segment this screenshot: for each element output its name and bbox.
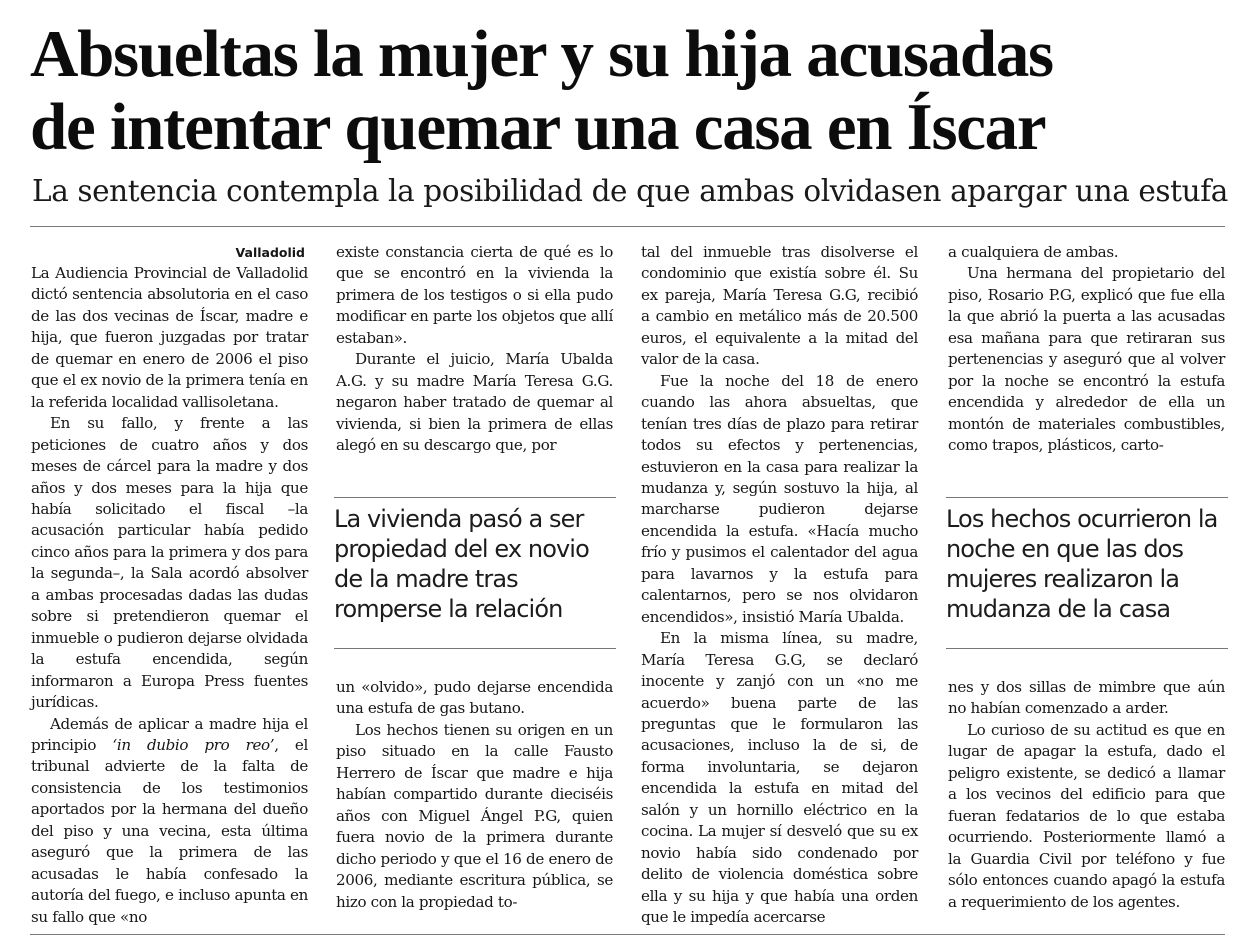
paragraph: La Audiencia Provincial de Valladolid dictó sentencia absolutoria en el caso de las dos vecinas de Íscar, madre e hija, que fueron juzgadas por tratar de quemar en enero de 2006 el piso que el ex novio de la primera tenía en la referida localidad vallisoletana. xyxy=(31,264,308,411)
paragraph: En su fallo, y frente a las peticiones de cuatro años y dos meses de cárcel para la madre y dos años y dos meses para la hija que había solicitado el fiscal –la acusación particular había pedido cinco años para la primera y dos para la segunda–, la Sala acordó absolver a ambas procesadas dadas las dudas sobre si pretendieron quemar el inmueble o pudieron dejarse olvidada la estufa encendida, según informaron a Europa Press fuentes jurídicas. xyxy=(31,414,308,712)
paragraph: Los hechos tienen su origen en un piso situado en la calle Fausto Herrero de Íscar que madre e hija habían compartido durante dieciséis años con Miguel Ángel P.G, quien fuera novio de la primera durante dicho periodo y que el 16 de enero de 2006, mediante escritura pública, se hizo con la propiedad to- xyxy=(336,720,613,911)
paragraph: Durante el juicio, María Ubalda A.G. y su madre María Teresa G.G. negaron haber tratado de quemar al vivienda, si bien la primera de ellas alegó en su descargo que, por xyxy=(336,350,613,455)
article-column-1 xyxy=(31,242,308,928)
paragraph: Lo curioso de su actitud es que en lugar de apagar la estufa, dado el peligro existente, se dedicó a llamar a los vecinos del edificio para que fueran fedatarios de lo que estaba ocurriendo. Posteriormente llamó a la Guardia Civil por teléfono y fue sólo entonces cuando apagó la estufa a requerimiento de los agentes. xyxy=(948,720,1225,911)
paragraph: En la misma línea, su madre, María Teresa G.G, se declaró inocente y zanjó con un «no me acuerdo» buena parte de las preguntas que le formularon las acusaciones, incluso la de si, de forma involuntaria, se dejaron encendida la estufa en mitad del salón y un hornillo eléctrico en la cocina. La mujer sí desveló que su ex novio había sido condenado por delito de violencia doméstica sobre ella y su hija y que había una orden que le impedía acercarse xyxy=(641,629,918,927)
latin-phrase: ‘in dubio pro reo’ xyxy=(112,735,275,754)
article-column-4-top xyxy=(948,242,1225,457)
text-run: Además de aplicar a madre hija el principio xyxy=(31,714,308,754)
headline-line-1: Absueltas la mujer y su hija acusadas xyxy=(30,17,1053,91)
paragraph: un «olvido», pudo dejarse encendida una estufa de gas butano. xyxy=(336,678,613,718)
top-divider xyxy=(30,226,1225,227)
paragraph: a cualquiera de ambas. xyxy=(948,243,1119,261)
paragraph xyxy=(31,714,308,929)
paragraph: Una hermana del propietario del piso, Rosario P.G, explicó que fue ella la que abrió la puerta a las acusadas esa mañana para que retiraran sus pertenencias y aseguró que al volver por la noche se encontró la estufa encendida y alrededor de ella un montón de materiales combustibles, como trapos, plásticos, carto- xyxy=(948,264,1225,455)
headline xyxy=(30,18,1245,164)
pull-quote-1: La vivienda pasó a ser propiedad del ex novio de la madre tras romperse la relación xyxy=(334,497,616,649)
paragraph: nes y dos sillas de mimbre que aún no habían comenzado a arder. xyxy=(948,678,1225,718)
article-column-2-bottom xyxy=(336,677,613,913)
paragraph: Fue la noche del 18 de enero cuando las ahora absueltas, que tenían tres días de plazo para retirar todos su efectos y pertenencias, estuvieron en la casa para realizar la mudanza y, según sostuvo la hija, al marcharse pudieron dejarse encendida la estufa. «Hacía mucho frío y pusimos el calentador del agua para lavarnos y la estufa para calentarnos, pero se nos olvidaron encendidos», insistió María Ubalda. xyxy=(641,371,918,626)
paragraph: tal del inmueble tras disolverse el condominio que existía sobre él. Su ex pareja, María Teresa G.G, recibió a cambio en metálico más de 20.500 euros, el equivalente a la mitad del valor de la casa. xyxy=(641,243,918,369)
text-run: , el tribunal advierte de la falta de consistencia de los testimonios aportados por la hermana del dueño del piso y una vecina, esta última aseguró que la primera de las acusadas le había confesado la autoría del fuego, e incluso apunta en su fallo que «no xyxy=(31,735,308,926)
article-column-3 xyxy=(641,242,918,929)
article-column-4-bottom xyxy=(948,677,1225,913)
paragraph: existe constancia cierta de qué es lo que se encontró en la vivienda la primera de los testigos o si ella pudo modificar en parte los objetos que allí estaban». xyxy=(336,243,613,347)
subheadline: La sentencia contempla la posibilidad de que ambas olvidasen apargar una estufa xyxy=(32,174,1228,208)
dateline: Valladolid xyxy=(235,245,305,260)
article-column-2-top xyxy=(336,242,613,457)
bottom-divider xyxy=(30,934,1225,935)
pull-quote-2: Los hechos ocurrieron la noche en que las dos mujeres realizaron la mudanza de la casa xyxy=(946,497,1228,649)
headline-line-2: de intentar quemar una casa en Íscar xyxy=(30,90,1046,164)
